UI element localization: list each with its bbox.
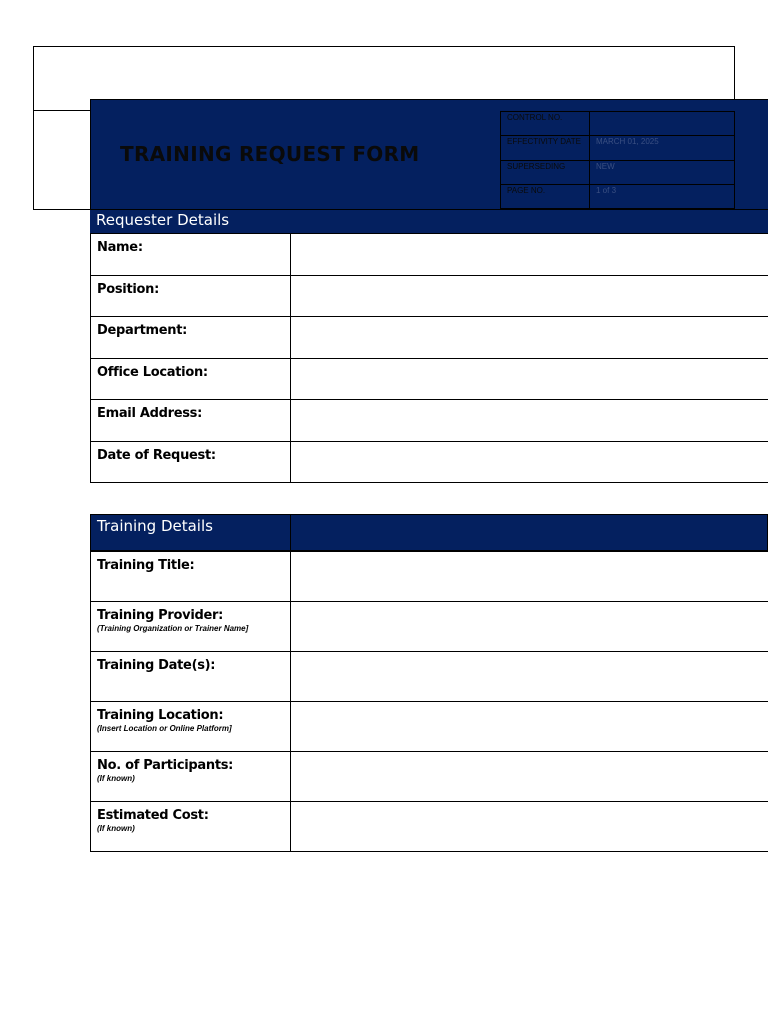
control-row (501, 136, 735, 160)
control-label: PAGE NO. (501, 184, 590, 208)
training-provider-field[interactable] (291, 602, 768, 652)
field-label: Date of Request: (91, 441, 291, 483)
field-label: Position: (91, 275, 291, 317)
control-row (501, 184, 735, 208)
control-label: CONTROL NO. (501, 112, 590, 136)
request-date-field[interactable] (291, 441, 768, 483)
training-section-header (90, 514, 768, 551)
control-value (590, 112, 735, 136)
field-label: No. of Participants: (If known) (91, 752, 291, 802)
control-value: MARCH 01, 2025 (590, 136, 735, 160)
table-row (91, 234, 768, 276)
table-row (91, 602, 768, 652)
control-row (501, 112, 735, 136)
field-hint: (Insert Location or Online Platform] (97, 724, 232, 733)
control-label: EFFECTIVITY DATE (501, 136, 590, 160)
training-title-field[interactable] (291, 552, 768, 602)
training-dates-field[interactable] (291, 652, 768, 702)
table-row (91, 652, 768, 702)
logo-area-side (33, 110, 91, 210)
field-label: Training Provider: (Training Organization or Trainer Name] (91, 602, 291, 652)
estimated-cost-field[interactable] (291, 802, 768, 852)
control-row (501, 160, 735, 184)
document-control-table (500, 111, 735, 209)
field-label: Email Address: (91, 400, 291, 442)
training-section-title: Training Details (91, 515, 291, 550)
control-label: SUPERSEDING (501, 160, 590, 184)
field-label: Estimated Cost: (If known) (91, 802, 291, 852)
table-row (91, 552, 768, 602)
name-field[interactable] (291, 234, 768, 276)
field-label: Department: (91, 317, 291, 359)
control-value: 1 of 3 (590, 184, 735, 208)
field-label: Name: (91, 234, 291, 276)
table-row (91, 400, 768, 442)
position-field[interactable] (291, 275, 768, 317)
requester-section-title: Requester Details (90, 210, 768, 233)
field-label: Training Title: (91, 552, 291, 602)
field-label: Training Date(s): (91, 652, 291, 702)
table-row (91, 802, 768, 852)
table-row (91, 441, 768, 483)
page-title: TRAINING REQUEST FORM (120, 142, 420, 166)
field-hint: (Training Organization or Trainer Name] (97, 624, 249, 633)
field-hint: (If known) (97, 824, 135, 833)
table-row (91, 702, 768, 752)
email-field[interactable] (291, 400, 768, 442)
table-row (91, 275, 768, 317)
training-details-table (90, 551, 768, 852)
field-label: Office Location: (91, 358, 291, 400)
training-location-field[interactable] (291, 702, 768, 752)
table-row (91, 358, 768, 400)
requester-details-table (90, 233, 768, 483)
office-location-field[interactable] (291, 358, 768, 400)
participants-field[interactable] (291, 752, 768, 802)
field-label: Training Location: (Insert Location or Online Platform] (91, 702, 291, 752)
table-row (91, 317, 768, 359)
department-field[interactable] (291, 317, 768, 359)
table-row (91, 752, 768, 802)
control-value: NEW (590, 160, 735, 184)
field-hint: (If known) (97, 774, 135, 783)
